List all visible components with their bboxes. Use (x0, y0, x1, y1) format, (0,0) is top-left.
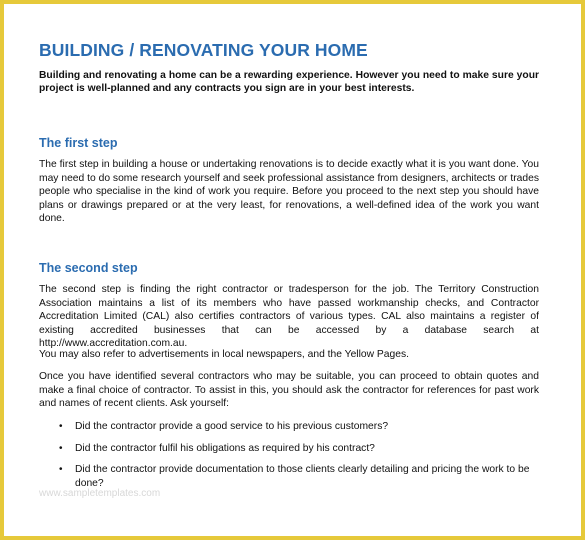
question-list (39, 420, 539, 498)
list-item-text: Did the contractor fulfil his obligations as required by his contract? (75, 442, 375, 454)
watermark-text: www.sampletemplates.com (39, 488, 161, 499)
document-page (39, 40, 539, 489)
section-heading-first-step: The first step (39, 136, 118, 150)
list-item (39, 442, 539, 456)
document-title: BUILDING / RENOVATING YOUR HOME (39, 40, 368, 60)
list-item (39, 420, 539, 434)
list-item-text: Did the contractor provide documentation to those clients clearly detailing and pricing the work to be done? (75, 464, 530, 489)
second-step-paragraph-1: The second step is finding the right contractor or tradesperson for the job. The Territory Construction Association maintains a list of its members who have passed workmanship checks, and Contractor Accreditation Limited (CAL) also certifies contractors of various types. CAL also maintains a register of existing accredited businesses that can be accessed by a database search at http://www.accreditation.com.au. (39, 284, 539, 349)
second-step-paragraph-3: Once you have identified several contractors who may be suitable, you can proceed to obtain quotes and make a final choice of contractor. To assist in this, you should ask the contractor for references for past work and names of recent clients. Ask yourself: (39, 371, 539, 409)
first-step-paragraph: The first step in building a house or undertaking renovations is to decide exactly what it is you want done. You may need to do some research yourself and seek professional assistance from designers, architects or trades people who specialise in the kind of work you require. Before you proceed to the next step you should have plans or drawings prepared or at the very least, for renovations, a well-defined idea of the work you want done. (39, 159, 539, 224)
bullet-icon: • (59, 464, 63, 475)
section-heading-second-step: The second step (39, 261, 138, 275)
list-item (39, 463, 539, 490)
intro-paragraph: Building and renovating a home can be a rewarding experience. However you need to make sure your project is well-planned and any contracts you sign are in your best interests. (39, 70, 539, 94)
bullet-icon: • (59, 421, 63, 432)
list-item-text: Did the contractor provide a good service to his previous customers? (75, 421, 389, 432)
bullet-icon: • (59, 442, 63, 454)
second-step-paragraph-2: You may also refer to advertisements in local newspapers, and the Yellow Pages. (39, 349, 409, 360)
